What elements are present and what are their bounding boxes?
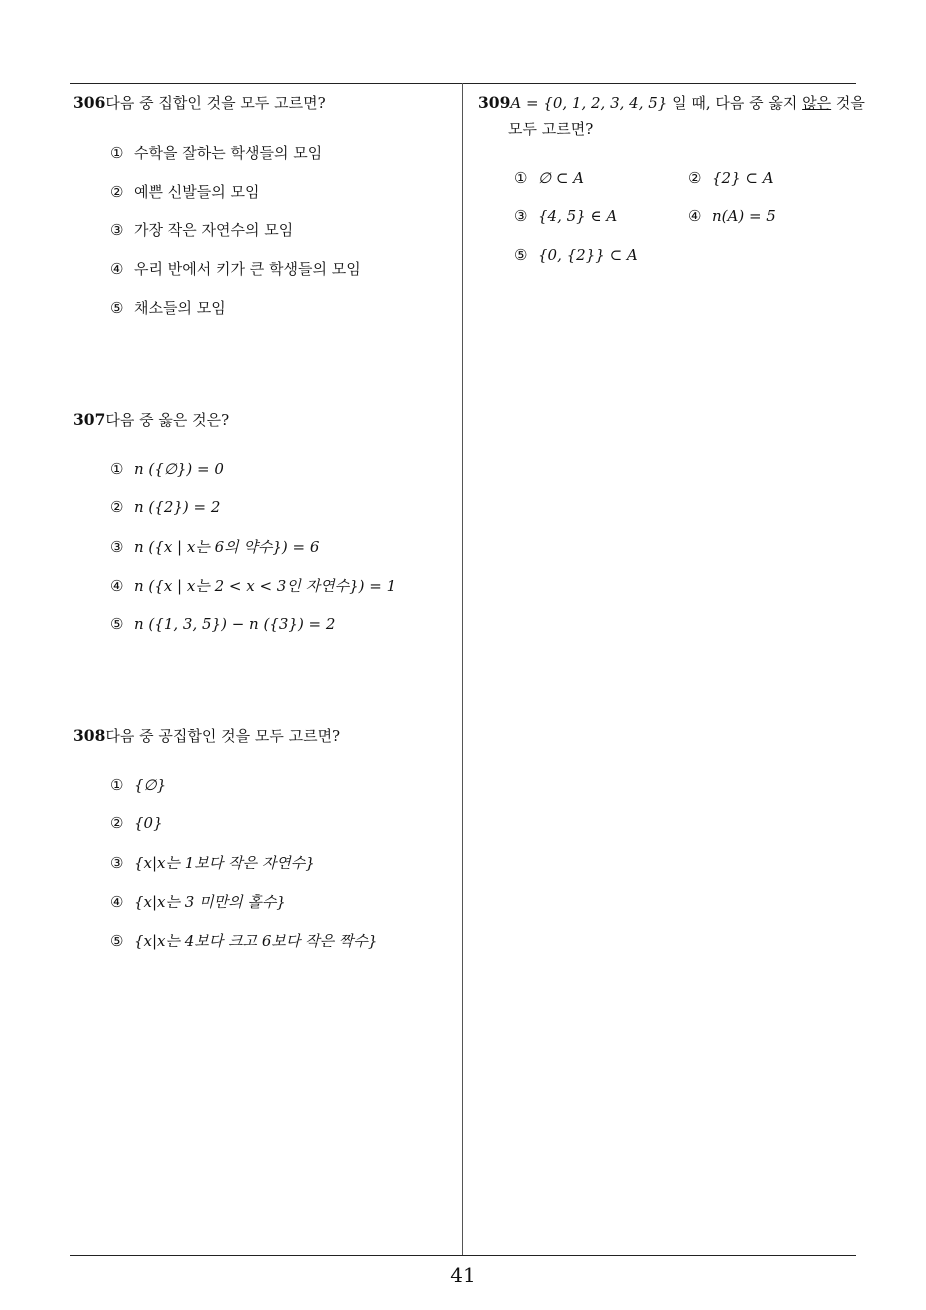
problem-prompt: 다음 중 옳은 것은? — [105, 411, 230, 429]
choice-307-3[interactable] — [110, 536, 319, 557]
column-divider — [462, 83, 463, 1255]
prompt-middle: 일 때, 다음 중 옳지 — [667, 94, 803, 112]
choice-mark: ② — [688, 169, 702, 187]
problem-308 — [73, 723, 340, 749]
choice-text: 예쁜 신발들의 모임 — [134, 183, 260, 201]
problem-306-header — [73, 90, 326, 116]
choice-308-3[interactable] — [110, 852, 315, 873]
choice-text: 채소들의 모임 — [134, 299, 226, 317]
problem-307 — [73, 407, 229, 433]
choice-mark: ② — [110, 498, 124, 516]
choice-mark: ⑤ — [110, 615, 124, 633]
choice-mark: ③ — [514, 207, 528, 225]
choice-mark: ③ — [110, 537, 124, 556]
choice-math: n ({x | x는 2 < x < 3인 자연수}) = 1 — [134, 577, 397, 595]
choice-math: {0, {2}} ⊂ A — [538, 246, 638, 264]
prompt-emphasis: 않은 — [802, 94, 832, 112]
choice-math: ∅ ⊂ A — [538, 169, 585, 187]
choice-306-1[interactable] — [110, 142, 322, 163]
choice-text: 우리 반에서 키가 큰 학생들의 모임 — [134, 260, 361, 278]
choice-309-4[interactable] — [688, 207, 776, 225]
choice-309-3[interactable] — [514, 207, 617, 225]
top-rule — [70, 83, 856, 84]
problem-306 — [73, 90, 326, 116]
choice-math: {2} ⊂ A — [712, 169, 774, 187]
choice-math: n ({1, 3, 5}) − n ({3}) = 2 — [134, 615, 336, 633]
problem-number: 306 — [73, 93, 106, 112]
set-definition: A = {0, 1, 2, 3, 4, 5} — [510, 94, 668, 112]
choice-text: 가장 작은 자연수의 모임 — [134, 221, 294, 239]
choice-mark: ⑤ — [110, 298, 124, 317]
problem-309-header — [478, 90, 865, 116]
choice-306-4[interactable] — [110, 258, 361, 279]
choice-mark: ② — [110, 814, 124, 832]
choice-mark: ① — [110, 776, 124, 794]
prompt-end: 것을 — [831, 94, 865, 112]
choice-mark: ⑤ — [110, 931, 124, 950]
problem-number: 307 — [73, 410, 106, 429]
choice-309-5[interactable] — [514, 246, 638, 264]
choice-mark: ① — [110, 460, 124, 478]
choice-math: {x|x는 3 미만의 홀수} — [134, 893, 286, 911]
page-number: 41 — [450, 1263, 476, 1287]
choice-math: n ({2}) = 2 — [134, 498, 221, 516]
choice-mark: ④ — [110, 892, 124, 911]
problem-309 — [478, 90, 865, 142]
choice-mark: ④ — [110, 576, 124, 595]
choice-mark: ⑤ — [514, 246, 528, 264]
choice-mark: ② — [110, 182, 124, 201]
choice-308-5[interactable] — [110, 930, 377, 951]
choice-309-1[interactable] — [514, 169, 584, 187]
choice-309-2[interactable] — [688, 169, 774, 187]
choice-mark: ④ — [688, 207, 702, 225]
problem-307-header — [73, 407, 229, 433]
choice-math: n(A) = 5 — [712, 207, 776, 225]
problem-number: 309 — [478, 93, 511, 112]
problem-prompt: 다음 중 공집합인 것을 모두 고르면? — [105, 727, 341, 745]
choice-306-3[interactable] — [110, 219, 293, 240]
choice-mark: ① — [110, 143, 124, 162]
choice-math: {4, 5} ∈ A — [538, 207, 618, 225]
choice-306-2[interactable] — [110, 181, 259, 202]
choice-308-2[interactable] — [110, 814, 163, 832]
choice-mark: ① — [514, 169, 528, 187]
problem-308-header — [73, 723, 340, 749]
choice-307-4[interactable] — [110, 575, 396, 596]
choice-307-2[interactable] — [110, 498, 220, 516]
choice-text: 수학을 잘하는 학생들의 모임 — [134, 144, 323, 162]
choice-math: {∅} — [134, 776, 167, 794]
problem-prompt: 다음 중 집합인 것을 모두 고르면? — [105, 94, 326, 112]
choice-307-5[interactable] — [110, 615, 335, 633]
choice-307-1[interactable] — [110, 460, 224, 478]
choice-math: n ({x | x는 6의 약수}) = 6 — [134, 538, 320, 556]
choice-306-5[interactable] — [110, 297, 226, 318]
choice-308-1[interactable] — [110, 776, 166, 794]
choice-mark: ④ — [110, 259, 124, 278]
choice-math: {x|x는 1보다 작은 자연수} — [134, 854, 315, 872]
choice-mark: ③ — [110, 853, 124, 872]
choice-mark: ③ — [110, 220, 124, 239]
problem-number: 308 — [73, 726, 106, 745]
choice-math: {0} — [134, 814, 163, 832]
bottom-rule — [70, 1255, 856, 1256]
choice-308-4[interactable] — [110, 891, 286, 912]
choice-math: {x|x는 4보다 크고 6보다 작은 짝수} — [134, 932, 378, 950]
choice-math: n ({∅}) = 0 — [134, 460, 224, 478]
prompt-line-2: 모두 고르면? — [508, 120, 594, 138]
